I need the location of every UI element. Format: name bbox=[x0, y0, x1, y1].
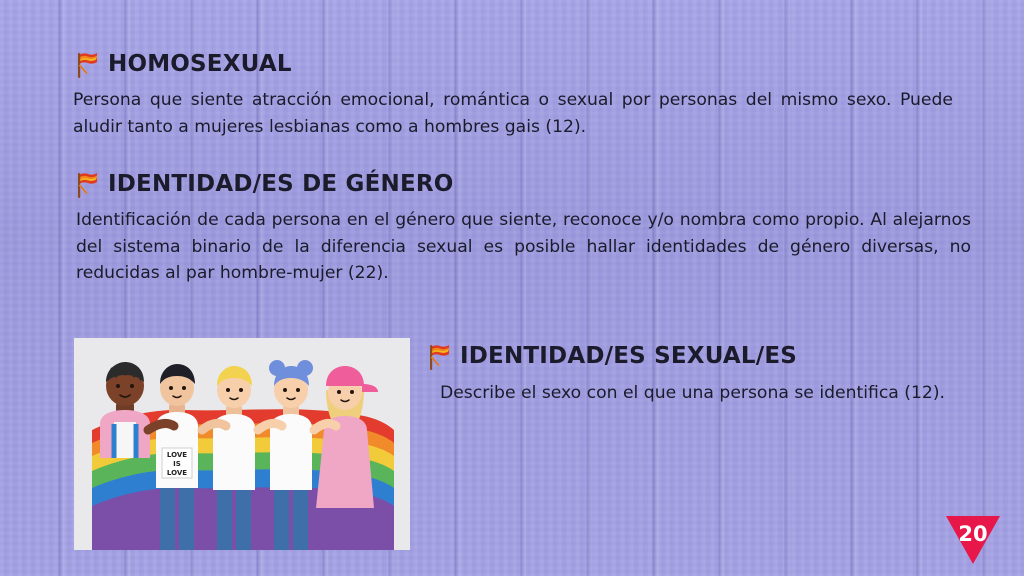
section-identidad-sexual bbox=[424, 340, 984, 407]
section-body: Describe el sexo con el que una persona se identifica (12). bbox=[440, 383, 946, 403]
section-heading: HOMOSEXUAL bbox=[108, 51, 292, 78]
section-homosexual bbox=[68, 48, 958, 140]
svg-text:LOVE: LOVE bbox=[166, 451, 188, 459]
section-body: Identificación de cada persona en el género que siente, reconoce y/o nombra como propio. Al alejarnos del sistema binario de la diferencia sexual es posible hallar identidades de género diversas, no reducidas al par hombre-mujer (22). bbox=[76, 210, 971, 284]
pride-illustration-image bbox=[74, 338, 410, 550]
svg-text:LOVE: LOVE bbox=[166, 469, 188, 477]
section-heading: IDENTIDAD/ES SEXUAL/ES bbox=[460, 343, 798, 370]
heading-row-homosexual bbox=[72, 48, 958, 82]
page-number: 20 bbox=[958, 522, 988, 546]
heading-row-identidad-genero bbox=[72, 168, 968, 202]
svg-text:IS: IS bbox=[173, 460, 181, 468]
heading-row-identidad-sexual bbox=[424, 340, 984, 374]
rainbow-flag-bullet-icon bbox=[72, 168, 106, 202]
rainbow-flag-bullet-icon bbox=[72, 48, 106, 82]
rainbow-flag-bullet-icon bbox=[424, 340, 458, 374]
section-heading: IDENTIDAD/ES DE GÉNERO bbox=[108, 171, 454, 198]
page-number-badge bbox=[946, 516, 1000, 564]
section-body: Persona que siente atracción emocional, romántica o sexual por personas del mismo sexo. Puede aludir tanto a mujeres lesbianas como a hombres gais (12). bbox=[73, 90, 953, 137]
section-identidad-genero bbox=[68, 168, 971, 287]
person-1 bbox=[100, 362, 150, 550]
